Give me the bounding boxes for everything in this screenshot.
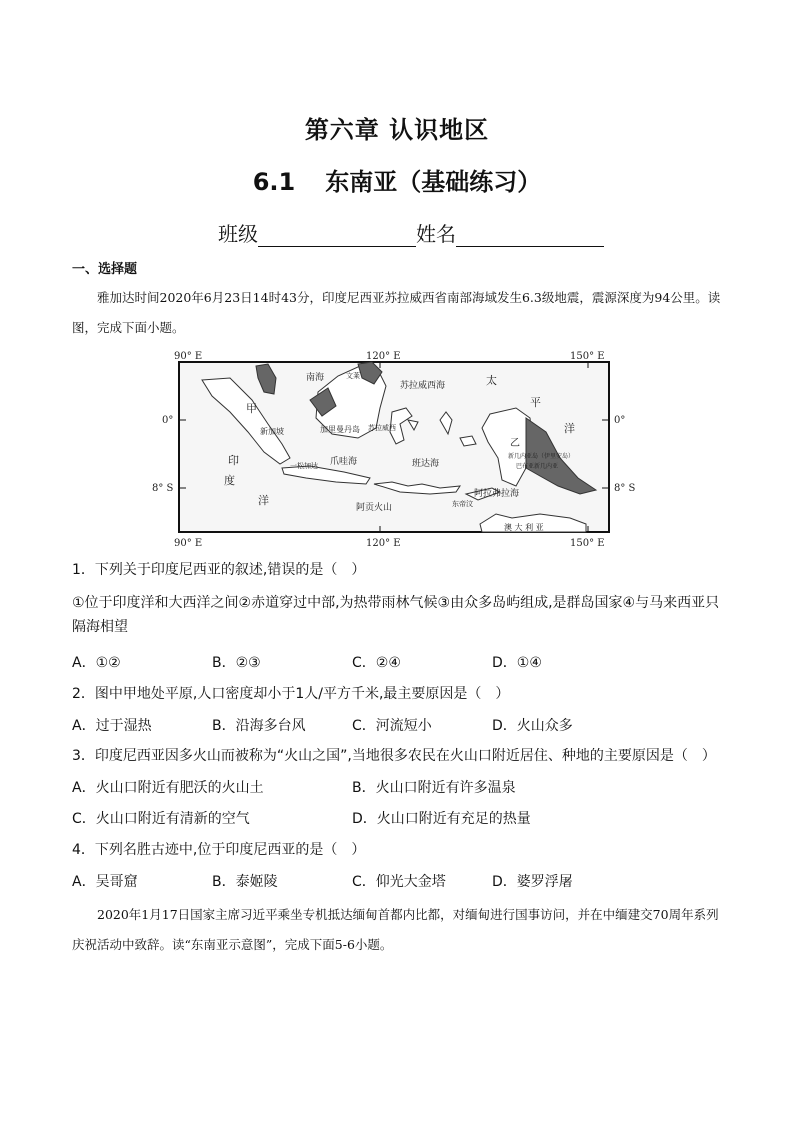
q4-option-c[interactable]: C．仰光大金塔	[352, 874, 446, 890]
q2-option-d[interactable]: D．火山众多	[492, 718, 573, 734]
label-png: 巴布亚新几内亚	[516, 463, 559, 470]
coord-120e-bottom: 120° E	[366, 538, 401, 549]
label-sumba: 一松加达	[290, 462, 318, 470]
student-info-line	[218, 218, 604, 247]
name-blank[interactable]	[456, 226, 604, 247]
q2-option-b[interactable]: B．沿海多台风	[212, 718, 306, 734]
q1-option-b[interactable]: B．②③	[212, 655, 261, 671]
q3-option-c[interactable]: C．火山口附近有清新的空气	[72, 811, 250, 827]
question-4-options	[72, 871, 722, 891]
coord-0-left: 0°	[162, 415, 174, 426]
question-4-stem: 4．下列名胜古迹中,位于印度尼西亚的是（ ）	[72, 842, 366, 858]
label-sulawei-sea: 苏拉威西海	[400, 381, 446, 391]
lesson-name: 东南亚（基础练习）	[325, 168, 542, 196]
q3-option-d[interactable]: D．火山口附近有充足的热量	[352, 811, 531, 827]
label-banda-sea: 班达海	[412, 459, 440, 469]
coord-8s-left: 8° S	[152, 483, 174, 494]
q4-option-a[interactable]: A．吴哥窟	[72, 874, 138, 890]
question-2-options	[72, 715, 722, 735]
label-pacific-yang: 洋	[564, 422, 575, 435]
question-1-detail: ①位于印度洋和大西洋之间②赤道穿过中部,为热带雨林气候③由众多岛屿组成,是群岛国家④与马来西亚只隔海相望	[72, 595, 720, 635]
section-title: 一、选择题	[72, 262, 138, 277]
q4-option-b[interactable]: B．泰姬陵	[212, 874, 278, 890]
label-yi: 乙	[510, 438, 520, 449]
label-new-guinea: 新几内亚岛（伊里安岛）	[508, 453, 575, 460]
coord-90e-top: 90° E	[174, 351, 203, 362]
label-java-sea: 爪哇海	[330, 457, 358, 467]
question-1-stem: 1．下列关于印度尼西亚的叙述,错误的是（ ）	[72, 562, 366, 578]
question-3-options-row1	[72, 777, 722, 797]
label-nanhai: 南海	[306, 373, 325, 383]
label-tai: 太	[486, 374, 497, 387]
coord-0-right: 0°	[614, 415, 626, 426]
coord-150e-top: 150° E	[570, 351, 605, 362]
lesson-number: 6.1	[252, 168, 296, 196]
coord-150e-bottom: 150° E	[570, 538, 605, 549]
indonesia-map	[152, 348, 640, 550]
class-blank[interactable]	[258, 226, 416, 247]
q1-option-a[interactable]: A．①②	[72, 655, 121, 671]
coord-8s-right: 8° S	[614, 483, 636, 494]
coord-120e-top: 120° E	[366, 351, 401, 362]
label-du: 度	[224, 474, 235, 487]
map-svg	[152, 348, 640, 550]
label-timor-leste: 东帝汶	[452, 500, 473, 508]
class-label: 班级	[218, 222, 258, 246]
question-1-options	[72, 652, 722, 672]
label-yin: 印	[228, 454, 239, 467]
question-3-stem: 3．印度尼西亚因多火山而被称为“火山之国”,当地很多农民在火山口附近居住、种地的主要原因是（ ）	[72, 748, 716, 764]
question-2-stem: 2．图中甲地处平原,人口密度却小于1人/平方千米,最主要原因是（ ）	[72, 686, 510, 702]
label-arafura-sea: 阿拉弗拉海	[474, 489, 520, 499]
label-agung-volcano: 阿贡火山	[356, 503, 393, 513]
label-australia: 澳 大 利 亚	[504, 523, 544, 532]
chapter-title: 第六章 认识地区	[304, 116, 490, 144]
intro-paragraph-1: 雅加达时间2020年6月23日14时43分，印度尼西亚苏拉威西省南部海域发生6.3级地震，震源深度为94公里。读图，完成下面小题。	[72, 290, 721, 335]
q2-option-c[interactable]: C．河流短小	[352, 718, 432, 734]
label-ping: 平	[530, 396, 541, 409]
q4-option-d[interactable]: D．婆罗浮屠	[492, 874, 573, 890]
question-3-options-row2	[72, 808, 722, 828]
q1-option-d[interactable]: D．①④	[492, 655, 542, 671]
label-kalimantan: 加里曼丹岛	[320, 425, 360, 434]
label-sulawesi: 苏拉威西	[368, 424, 396, 432]
q2-option-a[interactable]: A．过于湿热	[72, 718, 152, 734]
intro-paragraph-2: 2020年1月17日国家主席习近平乘坐专机抵达缅甸首都内比都，对缅甸进行国事访问，并在中缅建交70周年系列庆祝活动中致辞。读“东南亚示意图”，完成下面5-6小题。	[72, 907, 719, 952]
q3-option-b[interactable]: B．火山口附近有许多温泉	[352, 780, 516, 796]
lesson-title	[0, 162, 794, 197]
name-label: 姓名	[416, 222, 456, 246]
coord-90e-bottom: 90° E	[174, 538, 203, 549]
q3-option-a[interactable]: A．火山口附近有肥沃的火山土	[72, 780, 264, 796]
label-wenlai: 文莱	[346, 372, 360, 380]
label-singapore: 新加坡	[260, 427, 284, 436]
q1-option-c[interactable]: C．②④	[352, 655, 401, 671]
label-jia: 甲	[246, 402, 257, 415]
label-indian-yang: 洋	[258, 494, 269, 507]
